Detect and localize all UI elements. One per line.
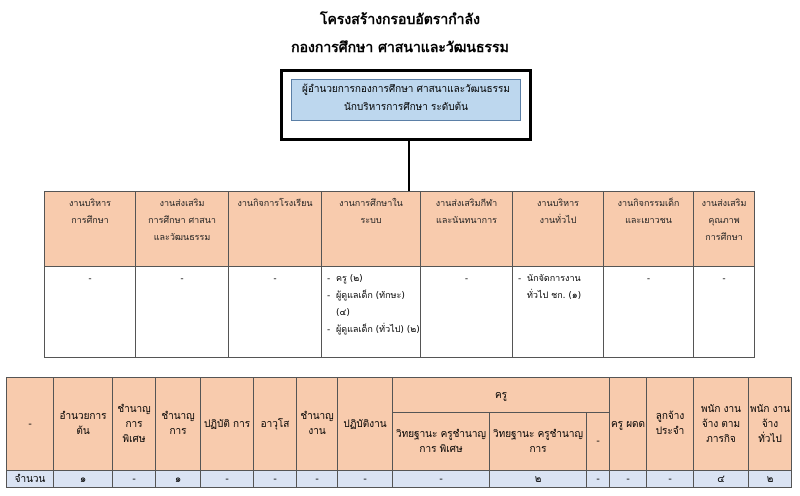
staff-item: - นักจัดการงาน ทั่วไป ชก. (๑) [518, 271, 603, 305]
staff-item: - ครู (๒) [327, 271, 420, 288]
stat-header: ชำนาญ การ [156, 378, 201, 471]
stat-header: พนัก งานจ้าง ตาม ภารกิจ [694, 378, 749, 471]
stat-value: ๒ [490, 471, 587, 488]
unit-header: งานการศึกษาใน ระบบ [322, 192, 421, 267]
staff-count-table [6, 377, 792, 488]
unit-header: งานส่งเสริมกีฬา และนันทนาการ [421, 192, 513, 267]
unit-header: งานกิจกรรมเด็ก และเยาวชน [604, 192, 694, 267]
stat-value: - [254, 471, 297, 488]
stat-subheader: วิทยฐานะ ครูชำนาญการ พิเศษ [393, 413, 490, 471]
chart-title: โครงสร้างกรอบอัตรากำลัง [320, 12, 480, 28]
units-table [44, 191, 755, 358]
unit-header: งานส่งเสริม การศึกษา ศาสนา และวัฒนธรรม [136, 192, 229, 267]
stat-value: ๔ [694, 471, 749, 488]
stat-header-teacher: ครู [393, 378, 610, 413]
stat-subheader: - [587, 413, 610, 471]
unit-staff: - [136, 267, 229, 358]
unit-staff: - [694, 267, 755, 358]
stat-header: ครู ผดด [610, 378, 647, 471]
stat-value: - [610, 471, 647, 488]
connector-line [408, 141, 410, 192]
stat-corner: - [7, 378, 54, 471]
stat-header: ชำนาญ การ พิเศษ [113, 378, 156, 471]
stat-value: ๑ [156, 471, 201, 488]
stat-value: - [647, 471, 694, 488]
stat-header: ปฏิบัติ การ [201, 378, 254, 471]
unit-staff: - [45, 267, 136, 358]
stat-value: - [297, 471, 338, 488]
units-staff-row [45, 267, 755, 358]
stat-value: - [201, 471, 254, 488]
director-title: ผู้อำนวยการกองการศึกษา ศาสนาและวัฒนธรรม [302, 84, 510, 95]
unit-header: งานบริหาร การศึกษา [45, 192, 136, 267]
stat-header: ลูกจ้าง ประจำ [647, 378, 694, 471]
stat-header: ปฏิบัติงาน [338, 378, 393, 471]
stat-header: พนัก งานจ้าง ทั่วไป [749, 378, 792, 471]
unit-staff: - [604, 267, 694, 358]
stat-value-row [7, 471, 792, 488]
stat-value: - [587, 471, 610, 488]
stat-value: - [113, 471, 156, 488]
director-box [280, 69, 532, 141]
units-header-row [45, 192, 755, 267]
unit-header: งานส่งเสริม คุณภาพ การศึกษา [694, 192, 755, 267]
stat-value: ๒ [749, 471, 792, 488]
staff-item: - ผู้ดูแลเด็ก (ทั่วไป) (๒) [327, 322, 420, 339]
unit-staff: - [421, 267, 513, 358]
stat-header-row [7, 378, 792, 413]
unit-staff: - [229, 267, 322, 358]
stat-subheader: วิทยฐานะ ครูชำนาญการ [490, 413, 587, 471]
director-box-inner [291, 79, 521, 121]
stat-value: - [338, 471, 393, 488]
stat-header: อำนวยการ ต้น [54, 378, 113, 471]
unit-staff [513, 267, 604, 358]
unit-staff [322, 267, 421, 358]
stat-value: - [393, 471, 490, 488]
chart-subtitle: กองการศึกษา ศาสนาและวัฒนธรรม [291, 40, 509, 56]
stat-value: ๑ [54, 471, 113, 488]
stat-row-label: จำนวน [7, 471, 54, 488]
unit-header: งานกิจการโรงเรียน [229, 192, 322, 267]
director-level: นักบริหารการศึกษา ระดับต้น [344, 102, 468, 113]
stat-header: อาวุโส [254, 378, 297, 471]
stat-header: ชำนาญ งาน [297, 378, 338, 471]
unit-header: งานบริหาร งานทั่วไป [513, 192, 604, 267]
staff-item: - ผู้ดูแลเด็ก (ทักษะ) (๔) [327, 288, 420, 322]
